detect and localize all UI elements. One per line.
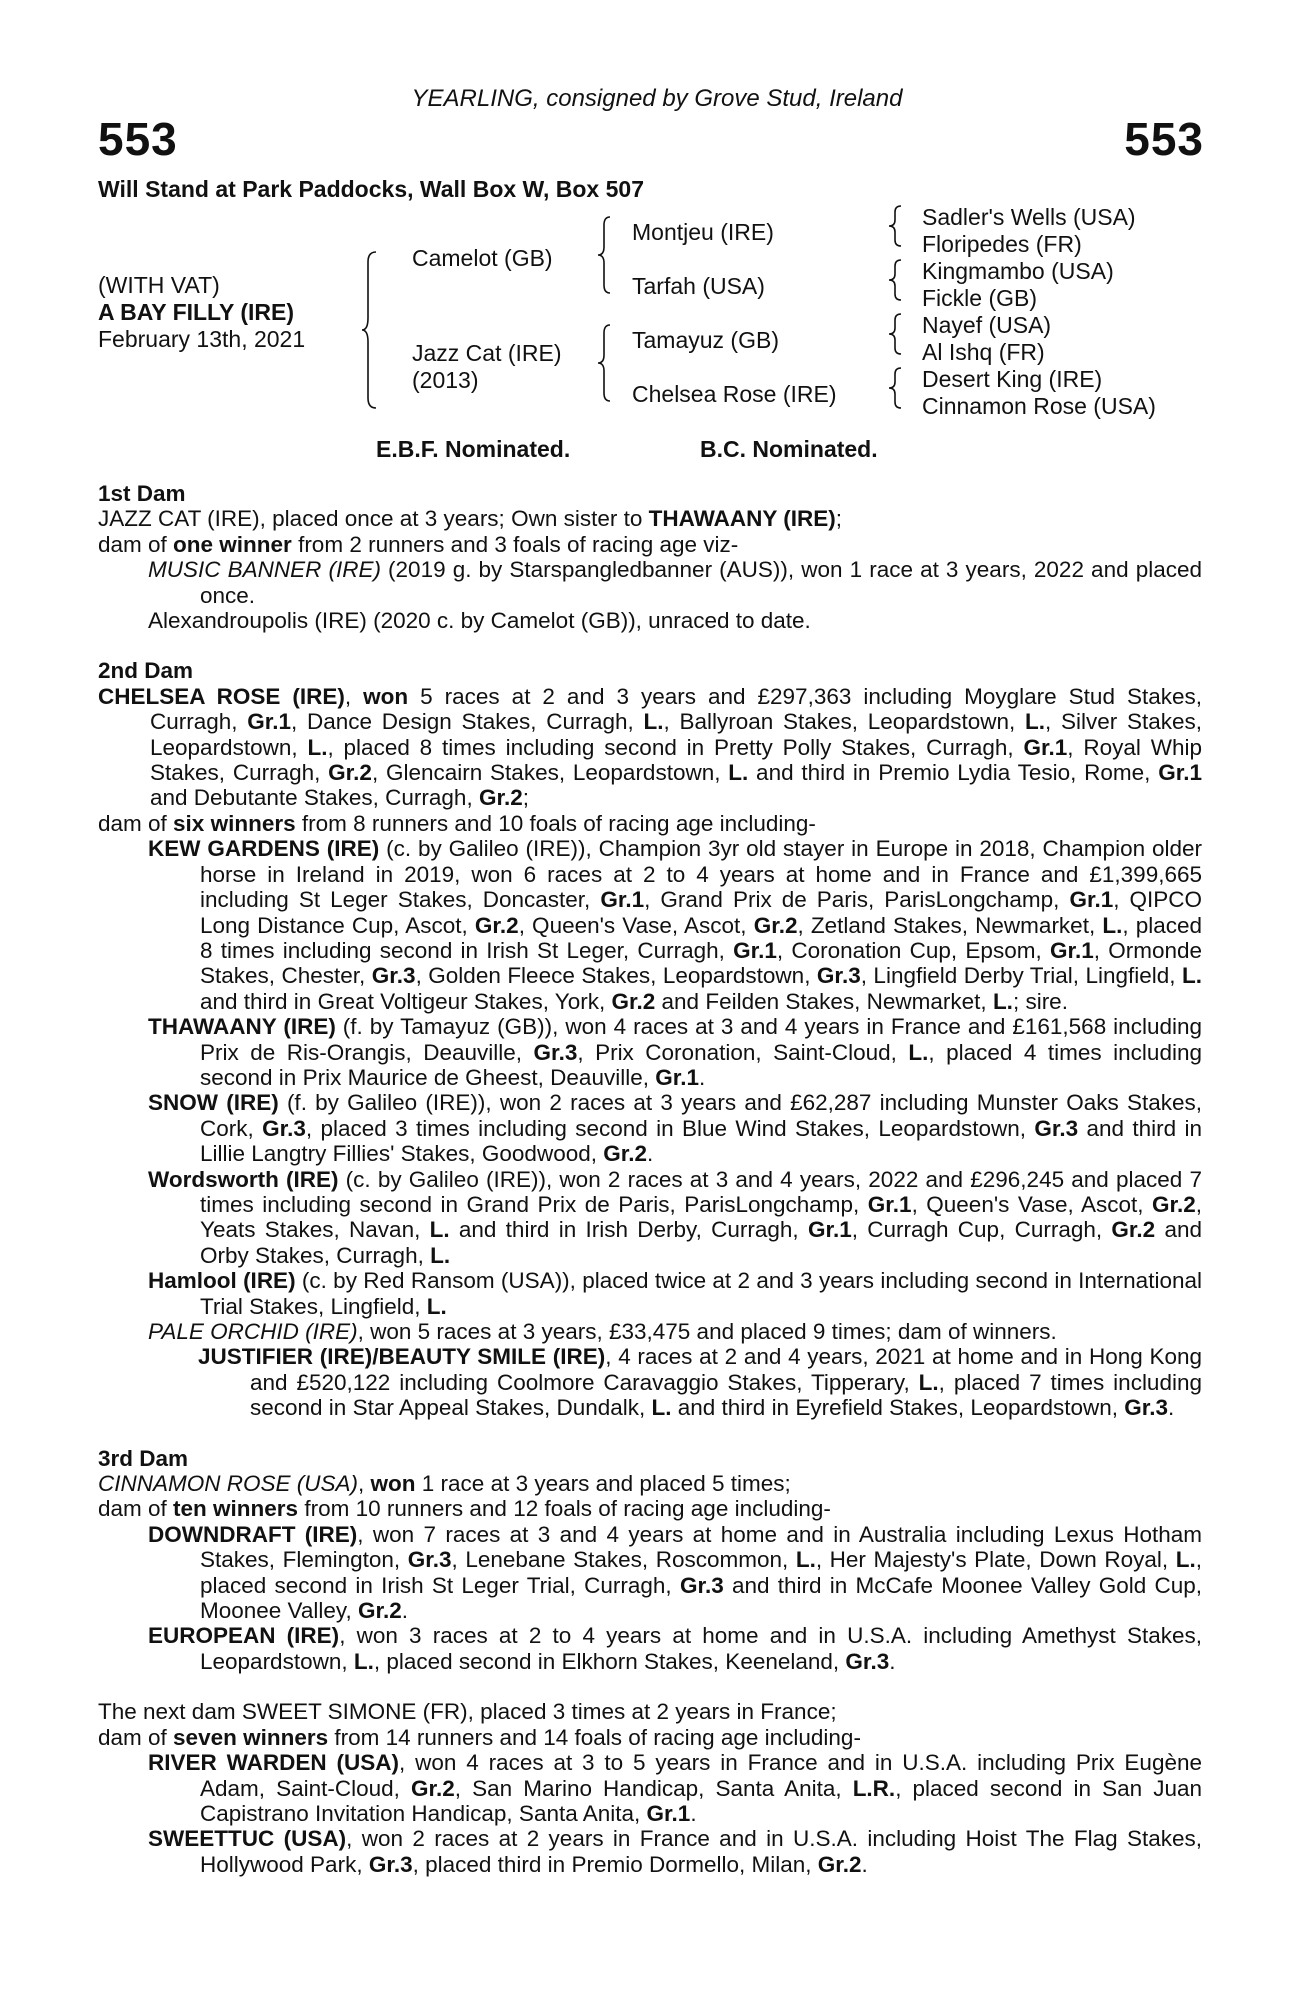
- produce-entry: Alexandroupolis (IRE) (2020 c. by Camelot (GB)), unraced to date.: [148, 608, 811, 634]
- second-dam-summary: dam of six winners from 8 runners and 10 foals of racing age including-: [98, 810, 816, 836]
- pedigree-bracket-dam: [598, 323, 622, 403]
- pedigree-g3-8: Cinnamon Rose (USA): [922, 393, 1156, 419]
- second-dam-intro: CHELSEA ROSE (IRE), won 5 races at 2 and 3 years and £297,363 including Moyglare Stud Stakes, Curragh, Gr.1, Dance Design Stakes, Curragh, L., Ballyroan Stakes, Leopardstown, L., Silver Stakes, Leopardstown, L., placed 8 times including second in Pretty Polly Stakes, Curragh, Gr.1, Royal Whip Stakes, Curragh, Gr.2, Glencairn Stakes, Leopardstown, L. and third in Premio Lydia Tesio, Rome, Gr.1 and Debutante Stakes, Curragh, Gr.2;: [98, 683, 1202, 811]
- consignor-line: YEARLING, consigned by Grove Stud, Ireland: [411, 85, 903, 112]
- pedigree-bracket-sd: [889, 258, 909, 302]
- stand-location: Will Stand at Park Paddocks, Wall Box W, Box 507: [98, 176, 644, 202]
- produce-record: [98, 481, 1202, 1877]
- first-dam-heading: 1st Dam: [98, 481, 186, 506]
- produce-entry: DOWNDRAFT (IRE), won 7 races at 3 and 4 years at home and in Australia including Lexus Hotham Stakes, Flemington, Gr.3, Lenebane Stakes, Roscommon, L., Her Majesty's Plate, Down Royal, L., placed second in Irish St Leger Trial, Curragh, Gr.3 and third in McCafe Moonee Valley Gold Cup, Moonee Valley, Gr.2.: [148, 1521, 1202, 1624]
- produce-entry: KEW GARDENS (IRE) (c. by Galileo (IRE)), Champion 3yr old stayer in Europe in 2018, Champion older horse in Ireland in 2019, won 6 races at 2 to 4 years at home and in France and £1,399,665 including St Leger Stakes, Doncaster, Gr.1, Grand Prix de Paris, ParisLongchamp, Gr.1, QIPCO Long Distance Cup, Ascot, Gr.2, Queen's Vase, Ascot, Gr.2, Zetland Stakes, Newmarket, L., placed 8 times including second in Irish St Leger, Curragh, Gr.1, Coronation Cup, Epsom, Gr.1, Ormonde Stakes, Chester, Gr.3, Golden Fleece Stakes, Leopardstown, Gr.3, Lingfield Derby Trial, Lingfield, L. and third in Great Voltigeur Stakes, York, Gr.2 and Feilden Stakes, Newmarket, L.; sire.: [148, 836, 1203, 1014]
- produce-entry: SNOW (IRE) (f. by Galileo (IRE)), won 2 races at 3 years and £62,287 including Munster Oaks Stakes, Cork, Gr.3, placed 3 times including second in Blue Wind Stakes, Leopardstown, Gr.3 and third in Lillie Langtry Fillies' Stakes, Goodwood, Gr.2.: [148, 1090, 1203, 1167]
- produce-entry: EUROPEAN (IRE), won 3 races at 2 to 4 years at home and in U.S.A. including Amethyst Stakes, Leopardstown, L., placed second in Elkhorn Stakes, Keeneland, Gr.3.: [148, 1623, 1202, 1674]
- pedigree-dam: Jazz Cat (IRE): [412, 340, 562, 366]
- ebf-nomination: E.B.F. Nominated.: [376, 436, 571, 462]
- pedigree-bracket-subject: [362, 250, 392, 410]
- vat-note: (WITH VAT): [98, 272, 220, 298]
- pedigree-dam-dam: Chelsea Rose (IRE): [632, 381, 837, 407]
- fourth-dam-summary: dam of seven winners from 14 runners and 14 foals of racing age including-: [98, 1724, 861, 1750]
- third-dam-intro: CINNAMON ROSE (USA), won 1 race at 3 years and placed 5 times;: [98, 1471, 791, 1497]
- lot-number-left: 553: [98, 113, 178, 165]
- lot-number-right: 553: [1124, 113, 1204, 165]
- fourth-dam-intro: The next dam SWEET SIMONE (FR), placed 3 times at 2 years in France;: [98, 1699, 837, 1725]
- third-dam-summary: dam of ten winners from 10 runners and 12 foals of racing age including-: [98, 1496, 831, 1522]
- pedigree-g3-5: Nayef (USA): [922, 312, 1052, 338]
- third-dam-heading: 3rd Dam: [98, 1445, 189, 1471]
- pedigree-sire-dam: Tarfah (USA): [632, 273, 765, 299]
- pedigree-g3-7: Desert King (IRE): [922, 366, 1103, 392]
- pedigree-g3-2: Floripedes (FR): [922, 231, 1082, 257]
- second-dam-heading: 2nd Dam: [98, 658, 194, 684]
- pedigree-g3-1: Sadler's Wells (USA): [922, 204, 1136, 230]
- pedigree-dam-year: (2013): [412, 367, 479, 393]
- produce-entry: THAWAANY (IRE) (f. by Tamayuz (GB)), won 4 races at 3 and 4 years in France and £161,568 including Prix de Ris-Orangis, Deauville, Gr.3, Prix Coronation, Saint-Cloud, L., placed 4 times including second in Prix Maurice de Gheest, Deauville, Gr.1.: [148, 1014, 1203, 1090]
- pedigree-bracket-sire: [598, 215, 622, 295]
- pedigree-sire-sire: Montjeu (IRE): [632, 219, 774, 245]
- pedigree-bracket-ds: [889, 312, 909, 356]
- produce-entry: JUSTIFIER (IRE)/BEAUTY SMILE (IRE), 4 races at 2 and 4 years, 2021 at home and in Hong Kong and £520,122 including Coolmore Caravaggio Stakes, Tipperary, L., placed 7 times including second in Star Appeal Stakes, Dundalk, L. and third in Eyrefield Stakes, Leopardstown, Gr.3.: [198, 1344, 1202, 1421]
- first-dam-intro: JAZZ CAT (IRE), placed once at 3 years; Own sister to THAWAANY (IRE);: [98, 506, 842, 532]
- bc-nomination: B.C. Nominated.: [700, 436, 878, 462]
- produce-entry: Hamlool (IRE) (c. by Red Ransom (USA)), placed twice at 2 and 3 years including second in International Trial Stakes, Lingfield, L.: [148, 1268, 1202, 1319]
- first-dam-summary: dam of one winner from 2 runners and 3 foals of racing age viz-: [98, 531, 739, 557]
- produce-entry: MUSIC BANNER (IRE) (2019 g. by Starspangledbanner (AUS)), won 1 race at 3 years, 2022 and placed once.: [148, 557, 1202, 608]
- pedigree-g3-4: Fickle (GB): [922, 285, 1037, 311]
- pedigree-sire: Camelot (GB): [412, 245, 553, 271]
- pedigree-dam-sire: Tamayuz (GB): [632, 327, 779, 353]
- produce-entry: RIVER WARDEN (USA), won 4 races at 3 to 5 years in France and in U.S.A. including Prix Eugène Adam, Saint-Cloud, Gr.2, San Marino Handicap, Santa Anita, L.R., placed second in San Juan Capistrano Invitation Handicap, Santa Anita, Gr.1.: [148, 1750, 1202, 1826]
- horse-name: A BAY FILLY (IRE): [98, 299, 294, 325]
- produce-entry: SWEETTUC (USA), won 2 races at 2 years in France and in U.S.A. including Hoist The Flag Stakes, Hollywood Park, Gr.3, placed third in Premio Dormello, Milan, Gr.2.: [148, 1826, 1202, 1877]
- pedigree-bracket-dd: [889, 366, 909, 410]
- produce-entry: PALE ORCHID (IRE), won 5 races at 3 years, £33,475 and placed 9 times; dam of winners.: [148, 1319, 1057, 1344]
- pedigree-bracket-ss: [889, 204, 909, 248]
- pedigree-g3-6: Al Ishq (FR): [922, 339, 1045, 365]
- produce-entry: Wordsworth (IRE) (c. by Galileo (IRE)), won 2 races at 3 and 4 years, 2022 and £296,245 and placed 7 times including second in Grand Prix de Paris, ParisLongchamp, Gr.1, Queen's Vase, Ascot, Gr.2, Yeats Stakes, Navan, L. and third in Irish Derby, Curragh, Gr.1, Curragh Cup, Curragh, Gr.2 and Orby Stakes, Curragh, L.: [148, 1166, 1202, 1268]
- pedigree-g3-3: Kingmambo (USA): [922, 258, 1114, 284]
- foaling-date: February 13th, 2021: [98, 326, 306, 352]
